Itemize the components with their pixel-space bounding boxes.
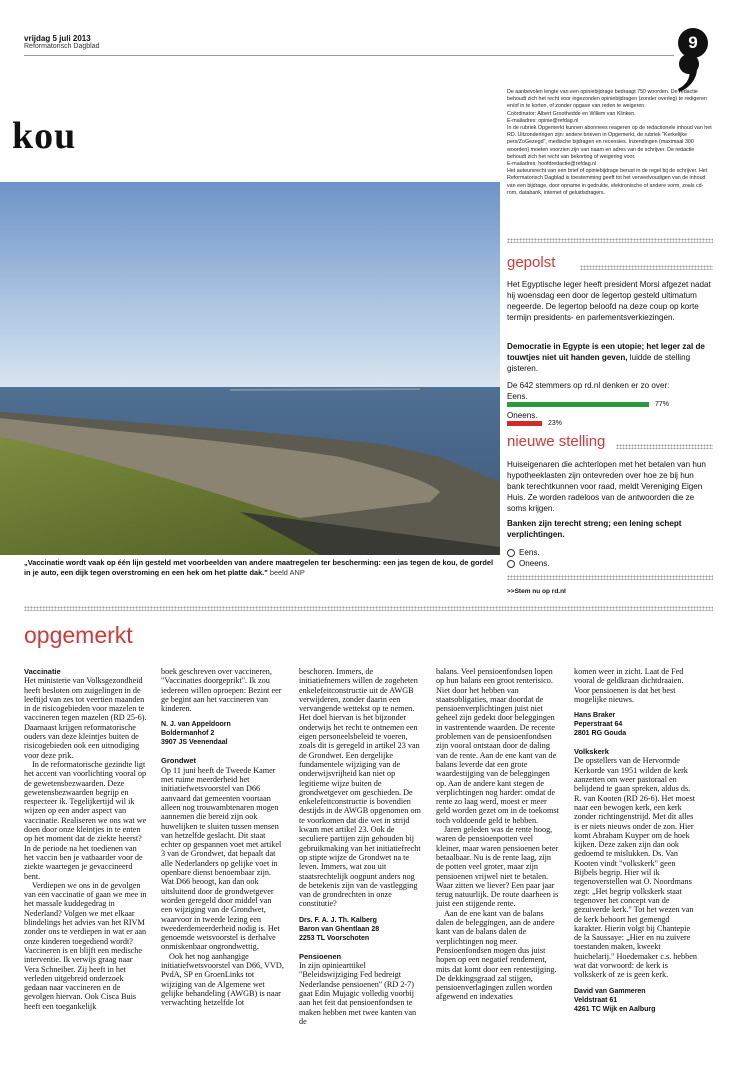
vote-option-label: Eens. [519, 548, 540, 557]
signature-city: 3907 JS Veenendaal [161, 739, 228, 747]
info-line: E-mailadres: hoofdredactie@refdag.nl [507, 161, 597, 168]
poll-statement-block [507, 341, 713, 374]
info-line: In de rubriek Opgemerkt kunnen abonnees reageren op de redactionele inhoud van het RD. Uitzonderingen zijn: andere brieven in Opgemerkt, de rubriek "Kerkelijke pers/ZoGezegd", medische bijdragen en recensies. Inzendingen (maximaal 300 woorden) moeten voorzien zijn van naam en adres van de schrijver. De redactie behoudt zich het recht van bekorting of weigering voor. [507, 125, 712, 160]
dotted-divider [507, 238, 713, 243]
signature-name: Hans Braker [574, 712, 616, 720]
poll-heading: gepolst [507, 254, 556, 271]
signature-city: 2801 RG Gouda [574, 730, 627, 738]
paragraph: balans. Veel pensioenfondsen lopen op hun balans een groot renterisico. Niet door het hebben van staatsobligaties, maar doordat de pensioenverplichtingen juist niet geheel zijn gedekt door beleggingen in vastrentende waarden. De recente problemen van de pensioenfondsen zijn vooral ontstaan door de daling van de rente. Aan de ene kant van de balans leverde dat een grote waardestijging van de beleggingen op. Aan de andere kant stegen de verplichtingen nog harder: omdat de rente zo laag werd, moest er meer geld worden gezet om in de toekomst toch voldoende geld te hebben. [436, 667, 559, 825]
info-line: Het auteursrecht van een brief of opiniebijdrage berust in de regel bij de schrijver. Het Reformatorisch Dagblad is toestemming geeft tot het verveelvoudigen van de inhoud van een bijdrage, door opname in gedrukte, elektronische of andere vorm, zoals cd-rom, databank, internet of geluidsdragers. [507, 168, 708, 196]
signature-name: David van Gammeren [574, 987, 646, 995]
caption-text: „Vaccinatie wordt vaak op één lijn gesteld met voorbeelden van andere maatregelen ter bescherming: een jas tegen de kou, de gordel in je auto, een dijk tegen overstroming en een hek om het platte dak." [24, 558, 494, 577]
new-poll-statement: Banken zijn terecht streng; een lening schept verplichtingen. [507, 519, 682, 539]
signature-street: Veldstraat 61 [574, 996, 618, 1004]
poll-statement-tail: luidde de stelling gisteren. [507, 353, 691, 373]
paragraph: Het ministerie van Volksgezondheid heeft besloten om zuigelingen in de leeftijd van zes tot veertien maanden in de risicogebieden voor mazelen te vaccineren tegen mazelen (RD 25-6). Daarnaast krijgen reformatorische ouders van deze kleintjes buiten de risicogebieden ook een uitnodiging voor deze prik. [24, 676, 147, 760]
submission-info [507, 89, 713, 197]
letter-column-3 [299, 667, 422, 1026]
letter-column-1 [24, 667, 147, 1011]
poll-bar-eens [507, 402, 649, 407]
photo-credit: beeld ANP [269, 568, 305, 577]
dike-photo [0, 182, 500, 555]
info-line: De aanbevolen lengte van een opiniebijdrage bedraagt 750 woorden. De redactie behoudt zich het recht voor ingezonden opiniebijdragen (zonder overleg) te redigeren en/of in te korten, of zonder opgave van reden te weigeren. [507, 89, 707, 110]
dotted-divider [580, 265, 713, 270]
paragraph: Aan de ene kant van de balans dalen de beleggingen, aan de andere kant van de balans dalen de verplichtingen nog meer. Pensioenfondsen mogen dus juist hopen op een negatief rendement, mits dat komt door een rentestijging. De dekkingsgraad zal stijgen, pensioenverlagingen zullen worden afgewend en indexaties [436, 908, 557, 1002]
vote-option-oneens[interactable] [507, 558, 550, 569]
comma-logo-icon [670, 52, 706, 92]
radio-eens[interactable] [507, 549, 515, 557]
paragraph: Ook het nog aanhangige initiatiefwetsvoorstel van D66, VVD, PvdA, SP en GroenLinks tot wijziging van de Algemene wet gelijke behandeling (AWGB) is naar verwachting hetzelfde lot [161, 951, 284, 1008]
poll-statement: Democratie in Egypte is een utopie; het leger zal de touwtjes niet uit handen geven, [507, 342, 705, 362]
paragraph: Jaren geleden was de rente hoog, waren de pensioenpotten veel kleiner, maar waren pensioenen beter betaalbaar. Nu is de rente laag, zijn de potten veel groter, maar zijn pensioenen vrijwel niet te betalen. Waar zitten we liever? Een paar jaar terug natuurlijk. De route daarheen is juist een stijgende rente. [436, 825, 559, 909]
issue-date: vrijdag 5 juli 2013 [24, 34, 91, 43]
letter-title: Vaccinatie [24, 667, 61, 676]
dotted-divider [616, 444, 713, 449]
publication-name: Reformatorisch Dagblad [24, 43, 100, 50]
vote-option-label: Oneens. [519, 559, 550, 568]
paragraph: komen weer in zicht. Laat de Fed vooral de geldkraan dichtdraaien. Voor pensioenen is dat het best mogelijke nieuws. [574, 667, 684, 704]
signature-name: N. J. van Appeldoorn [161, 721, 231, 729]
poll-option-label: Oneens. [507, 411, 538, 420]
letter-column-2 [161, 667, 284, 1008]
dotted-divider [507, 575, 713, 580]
letter-title: Volkskerk [574, 747, 609, 757]
poll-pct-oneens: 23% [548, 420, 563, 427]
signature-city: 4261 TC Wijk en Aalburg [574, 1005, 656, 1013]
signature-street: Peperstraat 64 [574, 721, 623, 729]
new-poll-heading: nieuwe stelling [507, 433, 606, 450]
paragraph: In zijn opiniearttikel "Beleidswijziging Fed bedreigt Nederlandse pensioenen" (RD 2-7) gaat Edin Mujagic volledig voorbij aan het feit dat pensioenfondsen te maken hebben met twee kanten van de [299, 961, 417, 1026]
letter-title: Grondwet [161, 756, 196, 766]
signature-city: 2253 TL Voorschoten [299, 934, 370, 942]
signature-street: Boldermanhof 2 [161, 730, 215, 738]
poll-result-intro: De 642 stemmers op rd.nl denken er zo over: [507, 381, 670, 390]
info-line: Coördinator: Albert Groothedde en Willem van Klinken. [507, 110, 636, 117]
letter-title: Pensioenen [299, 951, 342, 961]
poll-pct-eens: 77% [655, 401, 670, 408]
paragraph: De opstellers van de Hervormde Kerkorde van 1951 wilden de kerk aanzetten om weer pastoraal en belijdend te gaan spreken, aldus ds. R. van Kooten (RD 26-6). Het moest naar een bewogen kerk, een kerk zonder richtingenstrijd. Met dit alles is er niets nieuws onder de zon. Hier komt Abraham Kuyper om de hoek kijken. Deze zaken zijn dan ook gedoemd te mislukken. Ds. Van Kooten vindt "volkskerk" geen Bijbels begrip. Hier wil ik tegenoverstellen wat O. Noordmans zegt: „Het begrip volkskerk staat tegenover het concept van de gezuiverde kerk." Tot het wezen van de kerk behoort het gemengd karakter. Hierin volgt bij Chantepie de la Saussaye: „Hier en nu zuivere toestanden maken, kweekt huichelarij." Hoedemaker c.s. hebben wat dat vorwoord: de kerk is volkskerk of ze is geen kerk. [574, 756, 697, 980]
article-title: kou [12, 115, 77, 157]
header-divider [24, 55, 674, 56]
paragraph: Op 11 juni heeft de Tweede Kamer met ruime meerderheid het initiatiefwetsvoorstel van D66 aanvaard dat gemeenten voortaan alleen nog trouwambtenaren mogen aannemen die bereid zijn ook huwelijken te sluiten tussen mensen van hetzelfde geslacht. Dit staat echter op gespannen voet met artikel 3 van de Grondwet, dat bepaalt dat alle Nederlanders op gelijke voet in openbare dienst benoembaar zijn. Wat D66 beoogt, kan dan ook uitsluitend door de grondwetgever worden geregeld door middel van een wijziging van de Grondwet, waarvoor in tweede lezing een tweederdemeerderheid nodig is. Het genoemde wetsvoorstel is derhalve onmiskenbaar ongrondwettig. [161, 765, 282, 952]
signature-name: Drs. F. A. J. Th. Kalberg [299, 916, 377, 924]
new-poll-intro: Huiseigenaren die achterlopen met het betalen van hun hypotheeklasten zijn ontevreden over hoe ze bij hun bank terechtkunnen voor raad, meldt Vereniging Eigen Huis. Ze worden radeloos van de antwoorden die ze soms krijgen. [507, 460, 706, 513]
poll-intro: Het Egyptische leger heeft president Morsi afgezet nadat hij woensdag een door de legertop gesteld ultimatum negeerde. De legertop beloofd na deze coup op korte termijn presidents- en parlementsverkiezingen. [507, 280, 711, 322]
opgemerkt-heading: opgemerkt [24, 622, 133, 648]
letter-column-4 [436, 667, 559, 1002]
vote-link[interactable]: >>Stem nu op rd.nl [507, 588, 566, 595]
poll-bar-oneens [507, 421, 542, 426]
paragraph: Verdiepen we ons in de gevolgen van een vaccinatie of gaan we mee in het massale kuddegedrag in Nederland? Volgen we met elkaar blindelings het advies van het RIVM zonder ons te verdiepen in wat er aan onze kinderen toegediend wordt? Vaccineren is en blijft een medische interventie. Ik verwijs graag naar Vera Schneiber. Zij heeft in het verleden uitgebreid onderzoek gedaan naar vaccineren en de gevolgen hiervan. Ook Cisca Buis heeft een toegankelijk [24, 880, 147, 1011]
letter-column-5 [574, 667, 699, 1014]
paragraph: beschoren. Immers, de initiatiefnemers willen de zogeheten enkelefeitconstructie uit de AWGB verwijderen, zonder daarin een vervangende wettekst op te nemen. Het doel hiervan is het bijzonder onderwijs het recht te ontnemen een eigen personeelsbeleid te voeren, zoals dit is geregeld in artikel 23 van de Grondwet. Een dergelijke fundamentele wijziging van de onderwijsvrijheid kan niet op legitieme wijze buiten de grondwetgever om geschieden. De enkelefeitconstructie is bovendien destijds in de AWGB opgenomen om te voorkomen dat die wet in strijd kwam met artikel 23. Ook de seculiere partijen zijn gehouden bij gebruikmaking van het initiatiefrecht op stipte wijze de Grondwet na te leven. Immers, wat zou uit staatsrechtelijk oogpunt anders nog de betekenis zijn van de vastlegging van de grondrechten in onze constitutie? [299, 667, 421, 909]
paragraph: boek geschreven over vaccineren, "Vaccinaties doorgeprikt". Ik zou iedereen willen oproepen: Bezint eer ge begint aan het vaccineren van kinderen. [161, 667, 282, 714]
vote-option-eens[interactable] [507, 547, 540, 558]
info-line: E-mailadres: opinie@refdag.nl [507, 117, 579, 124]
signature-street: Baron van Ghentlaan 28 [299, 925, 380, 933]
page-number: 9 [678, 28, 708, 58]
radio-oneens[interactable] [507, 560, 515, 568]
dotted-divider [24, 606, 713, 611]
poll-option-label: Eens. [507, 392, 528, 401]
photo-caption [24, 558, 500, 578]
paragraph: In de reformatorische gezindte ligt het accent van voorlichting vooral op de gewetensbezwaarden. Deze gewetensbezwaarden begrijp en respecteer ik. Tegelijkertijd wil ik wijzen op een ander aspect van vaccinatie. Realiseren we ons wat we doen door onze kleintjes in te enten op het moment dat de ziekte heerst? In de periode na het toedienen van het vaccin ben je vatbaarder voor de ziekte waartegen je gevaccineerd bent. [24, 759, 147, 881]
